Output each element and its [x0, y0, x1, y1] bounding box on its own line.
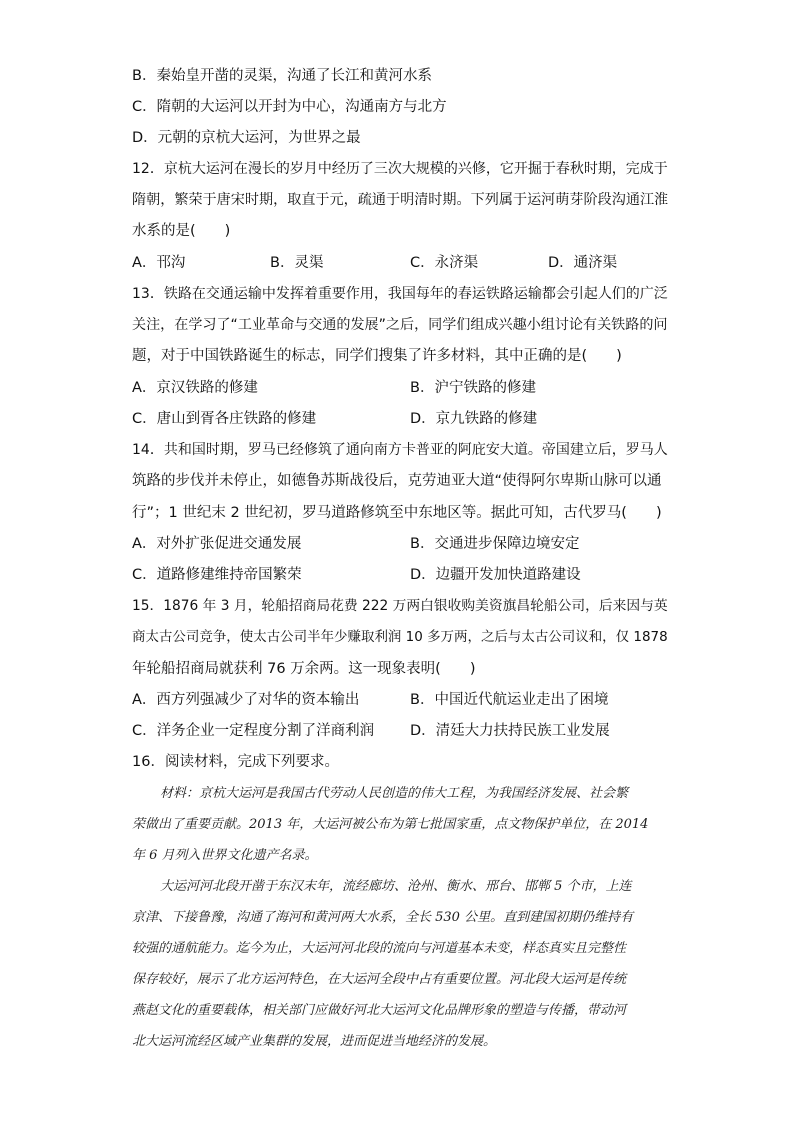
- q12-option-b: B．灵渠: [270, 255, 324, 271]
- q14-stem-line-3: 行”；1 世纪末 2 世纪初，罗马道路修筑至中东地区等。据此可知，古代罗马( ): [132, 505, 662, 521]
- q13-option-d: D．京九铁路的修建: [410, 411, 538, 427]
- q16-material-line-4: 大运河河北段开凿于东汉末年，流经廊坊、沧州、衡水、邢台、邯郸 5 个市，上连: [160, 879, 632, 894]
- q13-option-a: A．京汉铁路的修建: [132, 380, 258, 396]
- q13-option-c: C．唐山到胥各庄铁路的修建: [132, 411, 317, 427]
- q16-material-line-8: 燕赵文化的重要载体，相关部门应做好河北大运河文化品牌形象的塑造与传播，带动河: [132, 1003, 627, 1018]
- q13-stem-line-3: 题，对于中国铁路诞生的标志，同学们搜集了许多材料，其中正确的是( ): [132, 348, 622, 364]
- q15-stem-line-1: 15．1876 年 3 月，轮船招商局花费 222 万两白银收购美资旗昌轮船公司，后来因与英: [132, 598, 668, 614]
- q16-material-line-3: 年 6 月列入世界文化遗产名录。: [132, 848, 318, 863]
- q15-option-c: C．洋务企业一定程度分割了洋商利润: [132, 723, 375, 739]
- q13-stem-line-1: 13．铁路在交通运输中发挥着重要作用，我国每年的春运铁路运输都会引起人们的广泛: [132, 286, 668, 302]
- q16-material-line-1: 材料：京杭大运河是我国古代劳动人民创造的伟大工程，为我国经济发展、社会繁: [160, 786, 629, 801]
- q15-option-d: D．清廷大力扶持民族工业发展: [410, 723, 610, 739]
- q14-option-b: B．交通进步保障边境安定: [410, 536, 580, 552]
- q15-stem-line-2: 商太古公司竞争，使太古公司半年少赚取利润 10 多万两，之后与太古公司议和，仅 1878: [132, 629, 668, 645]
- q15-option-b: B．中国近代航运业走出了困境: [410, 692, 609, 708]
- q13-stem-line-2: 关注，在学习了“工业革命与交通的发展”之后，同学们组成兴趣小组讨论有关铁路的问: [132, 317, 668, 333]
- q13-option-b: B．沪宁铁路的修建: [410, 380, 536, 396]
- q14-option-d: D．边疆开发加快道路建设: [410, 567, 581, 583]
- q16-stem: 16．阅读材料，完成下列要求。: [132, 754, 339, 770]
- q14-stem-line-1: 14．共和国时期，罗马已经修筑了通向南方卡普亚的阿庇安大道。帝国建立后，罗马人: [132, 442, 668, 458]
- q12-stem-line-2: 隋朝，繁荣于唐宋时期，取直于元，疏通于明清时期。下列属于运河萌芽阶段沟通江淮: [132, 192, 669, 208]
- q15-stem-line-3: 年轮船招商局就获利 76 万余两。这一现象表明( ): [132, 661, 476, 677]
- q14-option-c: C．道路修建维持帝国繁荣: [132, 567, 302, 583]
- q14-option-a: A．对外扩张促进交通发展: [132, 536, 302, 552]
- q16-material-line-5: 京津、下接鲁豫，沟通了海河和黄河两大水系，全长 530 公里。直到建国初期仍维持有: [132, 910, 634, 925]
- q12-option-c: C．永济渠: [410, 255, 479, 271]
- q12-stem-line-1: 12．京杭大运河在漫长的岁月中经历了三次大规模的兴修，它开掘于春秋时期，完成于: [132, 161, 668, 177]
- q12-stem-line-3: 水系的是( ): [132, 223, 231, 239]
- q11-option-c: C．隋朝的大运河以开封为中心，沟通南方与北方: [132, 99, 447, 115]
- q16-material-line-2: 荣做出了重要贡献。2013 年，大运河被公布为第七批国家重，点文物保护单位，在 2014: [132, 817, 649, 832]
- q12-option-d: D．通济渠: [548, 255, 618, 271]
- q12-option-a: A．邗沟: [132, 255, 186, 271]
- q16-material-line-9: 北大运河流经区域产业集群的发展，进而促进当地经济的发展。: [132, 1034, 497, 1049]
- q15-option-a: A．西方列强减少了对华的资本输出: [132, 692, 360, 708]
- q14-stem-line-2: 筑路的步伐并未停止，如德鲁苏斯战役后，克劳迪亚大道“使得阿尔卑斯山脉可以通: [132, 473, 662, 489]
- q11-option-d: D．元朝的京杭大运河，为世界之最: [132, 130, 361, 146]
- q11-option-b: B．秦始皇开凿的灵渠，沟通了长江和黄河水系: [132, 68, 432, 84]
- q16-material-line-6: 较强的通航能力。迄今为止，大运河河北段的流向与河道基本未变，样态真实且完整性: [132, 941, 627, 956]
- q16-material-line-7: 保存较好，展示了北方运河特色，在大运河全段中占有重要位置。河北段大运河是传统: [132, 972, 627, 987]
